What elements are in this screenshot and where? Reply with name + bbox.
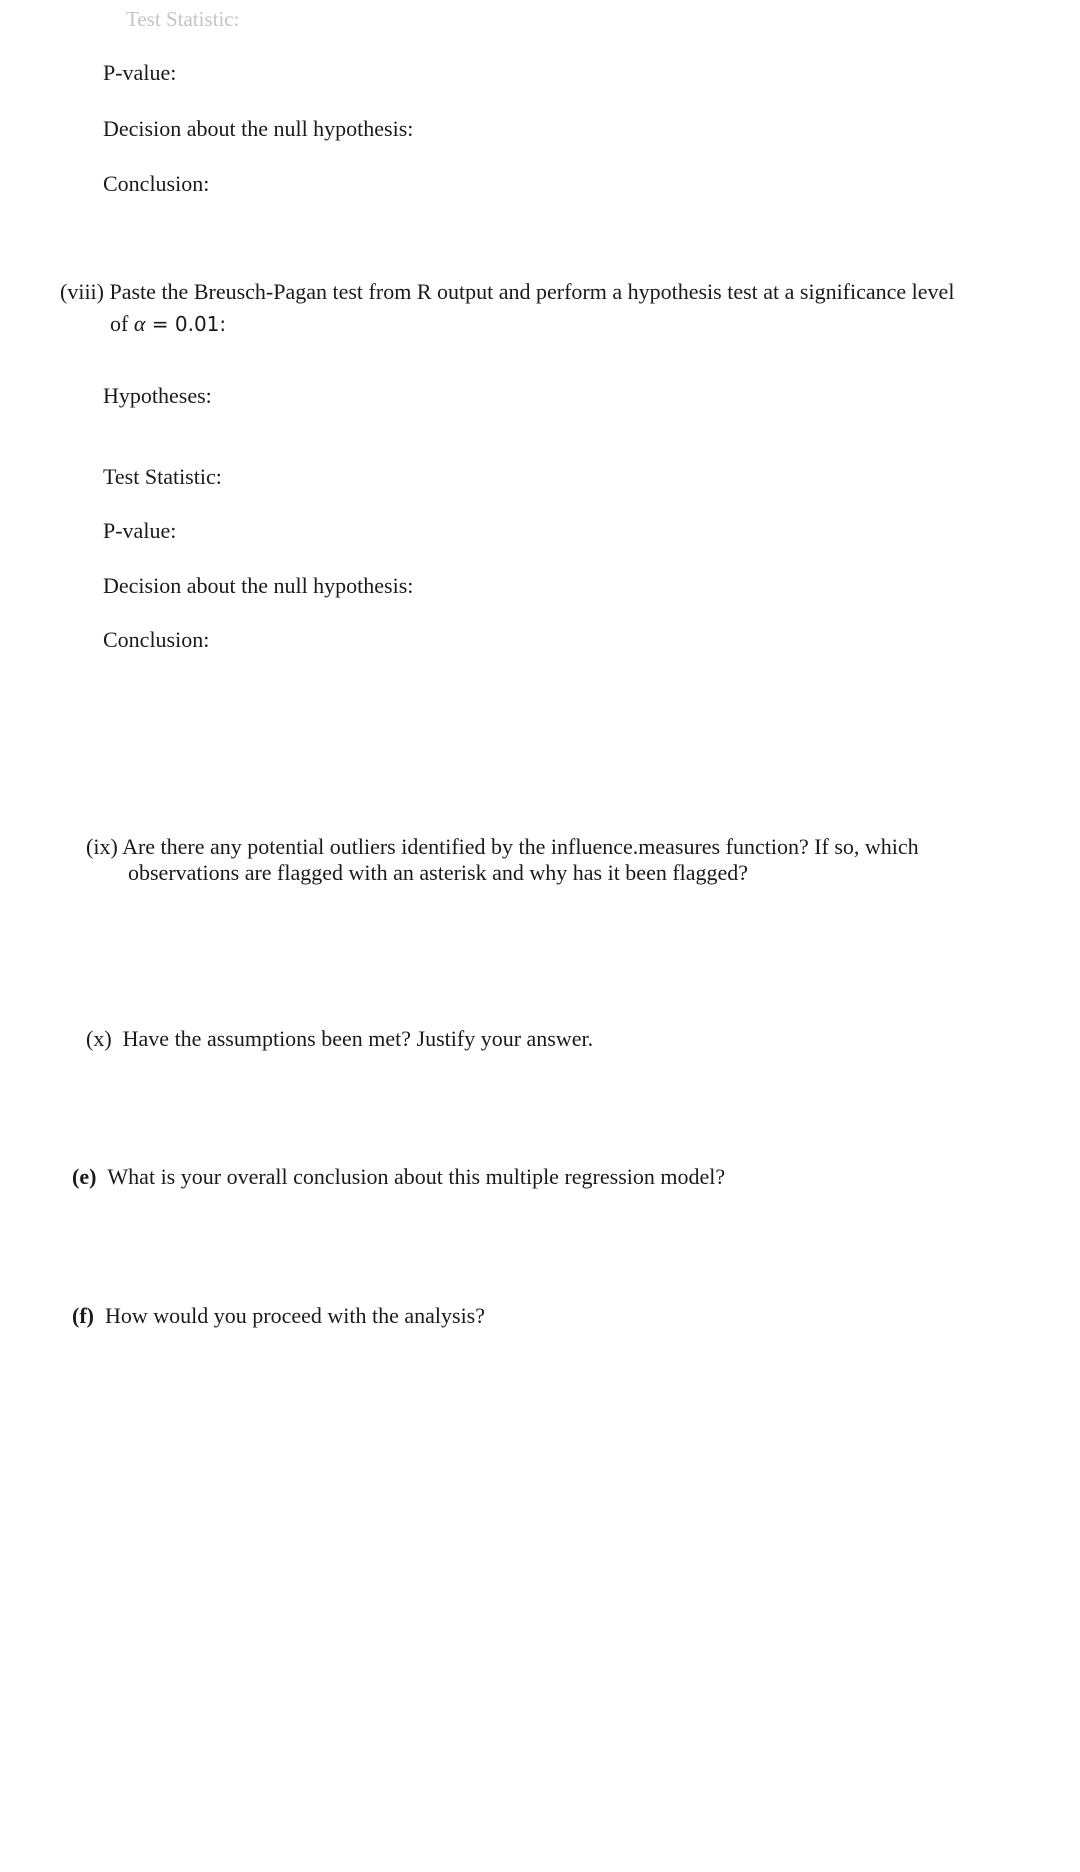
- question-x-line: [86, 1026, 593, 1052]
- question-x-number: (x): [86, 1026, 112, 1051]
- viii-test-statistic-label: Test Statistic:: [103, 464, 222, 489]
- prev-decision-label: Decision about the null hypothesis:: [103, 116, 414, 141]
- question-viii-line1: [60, 279, 954, 305]
- alpha-symbol: α: [133, 311, 146, 336]
- viii-p-value-label: P-value:: [103, 518, 177, 543]
- question-ix-text-line2: observations are flagged with an asterisk and why has it been flagged?: [128, 860, 749, 885]
- question-viii-of: of: [110, 311, 129, 336]
- prev-p-value-label: P-value:: [103, 60, 177, 85]
- question-ix-text-line1: Are there any potential outliers identified by the influence.measures function? If so, which: [122, 834, 919, 859]
- question-ix-line1: [86, 834, 919, 860]
- viii-conclusion-label: Conclusion:: [103, 627, 210, 652]
- question-f-text: How would you proceed with the analysis?: [104, 1303, 486, 1328]
- question-e-text: What is your overall conclusion about this multiple regression model?: [107, 1164, 726, 1189]
- viii-hypotheses-label: Hypotheses:: [103, 383, 212, 408]
- question-e-line: [72, 1164, 725, 1190]
- question-viii-number: (viii): [60, 279, 104, 304]
- cut-off-test-statistic-label: Test Statistic:: [126, 7, 240, 31]
- question-e-label: (e): [72, 1164, 97, 1189]
- question-viii-text-line1: Paste the Breusch-Pagan test from R output and perform a hypothesis test at a significance level: [109, 279, 955, 304]
- prev-conclusion-label: Conclusion:: [103, 171, 210, 196]
- question-f-label: (f): [72, 1303, 94, 1328]
- question-ix-number: (ix): [86, 834, 118, 859]
- question-f-line: [72, 1303, 485, 1329]
- question-viii-line2: [110, 311, 226, 337]
- alpha-value: = 0.01:: [145, 312, 227, 336]
- viii-decision-label: Decision about the null hypothesis:: [103, 573, 414, 598]
- question-x-text: Have the assumptions been met? Justify your answer.: [122, 1026, 594, 1051]
